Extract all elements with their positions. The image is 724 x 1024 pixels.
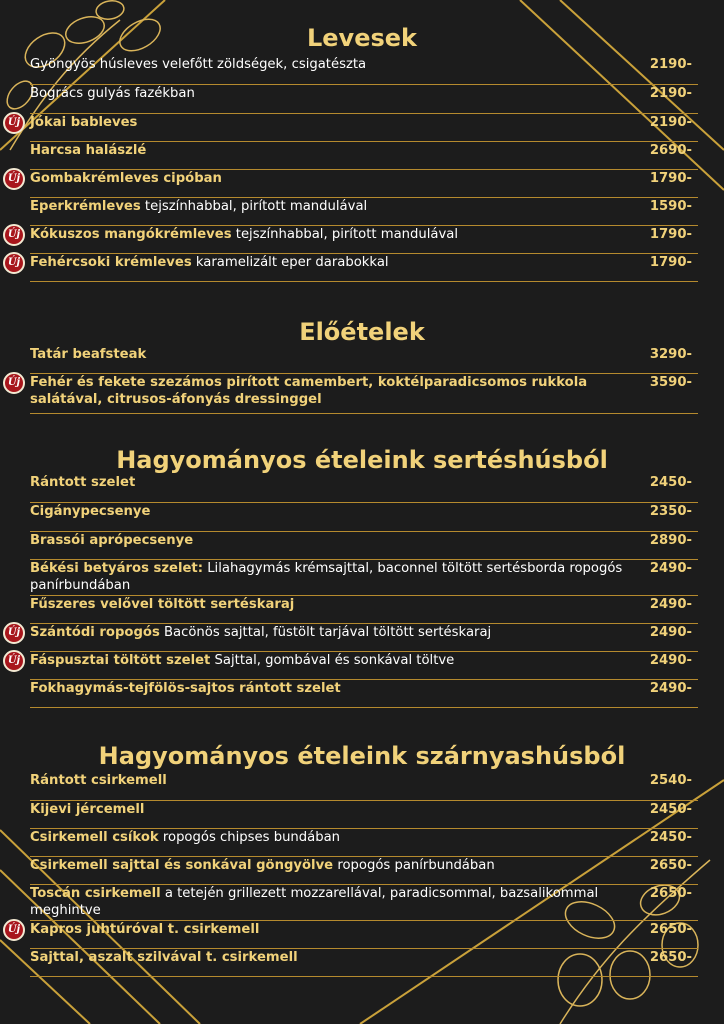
- menu-item: [30, 346, 698, 374]
- menu-item-name: Brassói aprópecsenye: [30, 533, 194, 548]
- menu-item: [30, 772, 698, 801]
- menu-item-name: Csirkemell csíkok: [30, 830, 159, 845]
- new-item-badge: Új: [3, 168, 25, 190]
- section-title: Levesek: [306, 24, 417, 52]
- menu-item: [30, 596, 698, 624]
- menu-item-price: 2540-: [649, 773, 692, 788]
- menu-item: [30, 503, 698, 532]
- new-item-badge: Új: [3, 622, 25, 644]
- menu-item-name: Kijevi jércemell: [30, 802, 145, 817]
- menu-item: [30, 680, 698, 708]
- menu-item-name: Gyöngyös húsleves: [30, 57, 158, 72]
- menu-item-name: Fűszeres velővel töltött sertéskaraj: [30, 597, 295, 612]
- menu-item: [30, 226, 698, 254]
- menu-item-description: Lilahagymás krémsajttal, baconnel töltött sertésborda ropogós panírbundában: [30, 561, 623, 593]
- menu-item-description: tejszínhabbal, pirított mandulával: [140, 199, 368, 214]
- new-item-badge: Új: [3, 112, 25, 134]
- menu-item-price: 2190-: [649, 86, 692, 101]
- menu-item-price: 2650-: [649, 922, 692, 937]
- menu-item: [30, 142, 698, 170]
- menu-item-description: velefőtt zöldségek, csigatészta: [157, 57, 367, 72]
- menu-item-price: 2650-: [649, 886, 692, 901]
- menu-item: [30, 949, 698, 977]
- menu-item-price: 2490-: [649, 681, 692, 696]
- menu-item-price: 2650-: [649, 858, 692, 873]
- menu-item-name: Fehércsoki krémleves: [30, 255, 192, 270]
- menu-item-price: 3290-: [649, 347, 692, 362]
- menu-item-name: Békési betyáros szelet:: [30, 561, 204, 576]
- menu-item-price: 2490-: [649, 597, 692, 612]
- menu-item-description: a tetején grillezett mozzarellával, paradicsommal, bazsalikommal meghintve: [30, 886, 599, 918]
- menu-item: [30, 560, 698, 596]
- menu-item-description: tejszínhabbal, pirított mandulával: [231, 227, 459, 242]
- menu-item-description: ropogós chipses bundában: [158, 830, 341, 845]
- menu-item-description: karamelizált eper darabokkal: [191, 255, 389, 270]
- menu-item-price: 1790-: [649, 255, 692, 270]
- menu-item-price: 3590-: [649, 375, 692, 390]
- menu-item: [30, 857, 698, 885]
- menu-item-price: 2890-: [649, 533, 692, 548]
- menu-item-price: 1790-: [649, 227, 692, 242]
- menu-item-price: 2490-: [649, 561, 692, 576]
- menu-item: [30, 374, 698, 414]
- menu-item: [30, 85, 698, 114]
- menu-item-description: Bacönös sajttal, füstölt tarjával töltött sertéskaraj: [159, 625, 492, 640]
- menu-item-price: 2690-: [649, 143, 692, 158]
- new-item-badge: Új: [3, 224, 25, 246]
- menu-item: [30, 170, 698, 198]
- section-title: Előételek: [299, 318, 425, 346]
- menu-item-name: Bogrács gulyás fazékban: [30, 86, 195, 101]
- menu-item-price: 2350-: [649, 504, 692, 519]
- menu-item-name: Fehér és fekete szezámos pirított camembert, koktélparadicsomos rukkola salátával, citrusos-áfonyás dressinggel: [30, 375, 588, 407]
- menu-item-name: Toscán csirkemell: [30, 886, 161, 901]
- menu-item-name: Kapros juhtúróval t. csirkemell: [30, 922, 260, 937]
- menu-item-name: Gombakrémleves cipóban: [30, 171, 222, 186]
- menu-item: [30, 885, 698, 921]
- new-item-badge: Új: [3, 252, 25, 274]
- menu-item-price: 2490-: [649, 653, 692, 668]
- menu-item: [30, 114, 698, 142]
- menu-item-name: Cigánypecsenye: [30, 504, 151, 519]
- menu-item: [30, 532, 698, 560]
- menu-item-name: Rántott csirkemell: [30, 773, 167, 788]
- section-title: Hagyományos ételeink szárnyashúsból: [98, 742, 626, 770]
- menu-item-description: ropogós panírbundában: [333, 858, 495, 873]
- menu-item-price: 1590-: [649, 199, 692, 214]
- menu-item-name: Sajttal, aszalt szilvával t. csirkemell: [30, 950, 298, 965]
- menu-item-name: Rántott szelet: [30, 475, 136, 490]
- section-title: Hagyományos ételeink sertéshúsból: [116, 446, 608, 474]
- menu-item-description: Sajttal, gombával és sonkával töltve: [210, 653, 455, 668]
- menu-item-name: Csirkemell sajttal és sonkával göngyölve: [30, 858, 334, 873]
- menu-item-name: Tatár beafsteak: [30, 347, 147, 362]
- menu-item-name: Kókuszos mangókrémleves: [30, 227, 232, 242]
- menu-item: [30, 624, 698, 652]
- menu-item-price: 2190-: [649, 57, 692, 72]
- menu-item-name: Eperkrémleves: [30, 199, 141, 214]
- new-item-badge: Új: [3, 919, 25, 941]
- menu-item: [30, 56, 698, 85]
- new-item-badge: Új: [3, 650, 25, 672]
- menu-item-price: 2450-: [649, 802, 692, 817]
- menu-item: [30, 474, 698, 503]
- menu-item-name: Harcsa halászlé: [30, 143, 147, 158]
- menu-item: [30, 254, 698, 282]
- menu-item: [30, 652, 698, 680]
- menu-item-price: 1790-: [649, 171, 692, 186]
- menu-item: [30, 829, 698, 857]
- menu-item-name: Jókai bableves: [30, 115, 138, 130]
- menu-item-name: Fokhagymás-tejfölös-sajtos rántott szelet: [30, 681, 341, 696]
- menu-item: [30, 198, 698, 226]
- menu-item-price: 2450-: [649, 830, 692, 845]
- menu-item: [30, 921, 698, 949]
- new-item-badge: Új: [3, 372, 25, 394]
- menu-item-price: 2190-: [649, 115, 692, 130]
- menu-item-price: 2450-: [649, 475, 692, 490]
- menu-item-price: 2650-: [649, 950, 692, 965]
- menu-item-price: 2490-: [649, 625, 692, 640]
- menu-item: [30, 801, 698, 829]
- menu-item-name: Fáspusztai töltött szelet: [30, 653, 211, 668]
- menu-item-name: Szántódi ropogós: [30, 625, 160, 640]
